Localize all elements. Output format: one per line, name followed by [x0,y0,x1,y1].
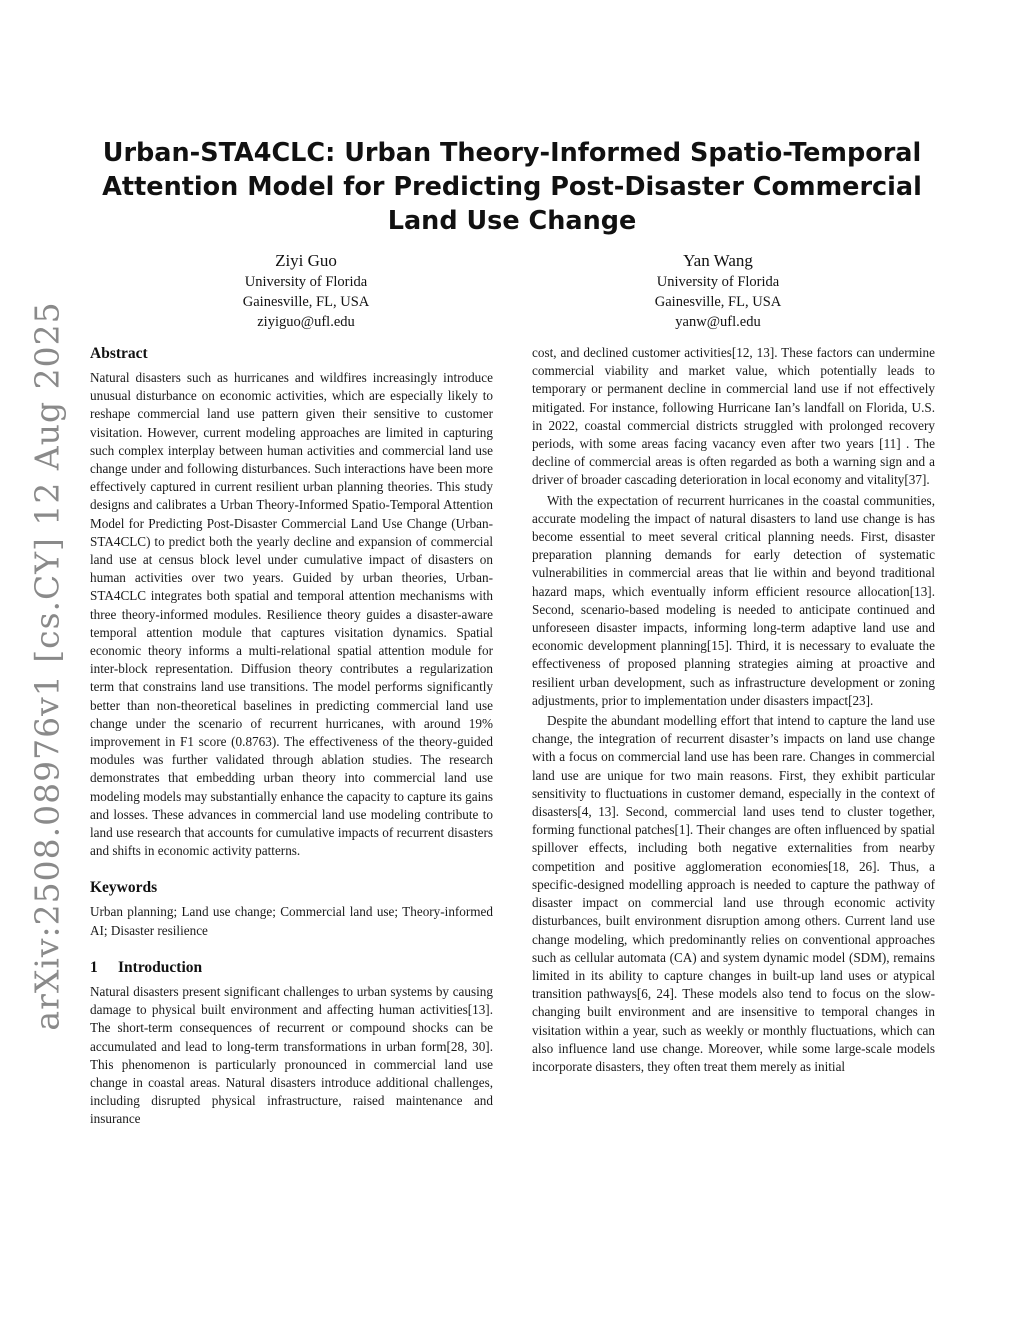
author-block [156,250,456,332]
author-location: Gainesville, FL, USA [242,294,370,310]
author-location: Gainesville, FL, USA [654,294,782,310]
author-email: ziyiguo@ufl.edu [257,314,355,330]
keywords-text: Urban planning; Land use change; Commercial land use; Theory-informed AI; Disaster resilience [90,904,493,938]
section-heading [90,958,493,978]
author-affiliation: University of Florida [244,274,368,290]
section-number: 1 [90,958,98,976]
author-block [568,250,868,332]
abstract-heading: Abstract [90,345,148,362]
left-column [90,344,493,1129]
author-affiliation: University of Florida [656,274,780,290]
body-paragraph: Natural disasters present significant challenges to urban systems by causing damage to physical built environment and affecting human activities[13]. The short-term consequences of recurrent or compound shocks can be accumulated and lead to long-term transformations in urban form[28, 30]. This phenomenon is particularly pronounced in commercial land use change in coastal areas. Natural disasters introduce additional challenges, including disrupted physical infrastructure, raised maintenance and insurance [90,983,493,1127]
abstract-text: Natural disasters such as hurricanes and wildfires increasingly introduce unusual disturbance on economic activities, which are especially likely to reshape commercial land use pattern given their sensitive to customer visitation. However, current modeling approaches are limited in capturing such complex interplay between human activities and commercial land use change under and following disturbances. Such interactions have been more effectively captured in current resilient urban planning theories. This study designs and calibrates a Urban Theory-Informed Spatio-Temporal Attention Model for Predicting Post-Disaster Commercial Land Use Change (Urban-STA4CLC) to predict both the yearly decline and expansion of commercial land use at census block level under cumulative impact of disasters on human activities over two years. Guided by urban theories, Urban-STA4CLC integrates both spatial and temporal attention mechanisms with three theory-informed modules. Resilience theory guides a disaster-aware temporal attention module that captures visitation dynamics. Spatial economic theory informs a multi-relational spatial attention module for inter-block representation. Diffusion theory contributes a regularization term that constrains land use transitions. The model performs significantly better than non-theoretical baselines in predicting commercial land use change under the scenario of recurrent hurricanes, with around 19% improvement in F1 score (0.8763). The effectiveness of the theory-guided modules was further validated through ablation studies. The research demonstrates that embedding urban theory into commercial land use modeling models may substantially enhance the capacity to capture its gains and losses. These advances in commercial land use modeling contribute to land use research that accounts for cumulative impacts of recurrent disasters and shifts in economic activity patterns. [90,370,493,859]
arxiv-identifier-stamp: arXiv:2508.08976v1 [cs.CY] 12 Aug 2025 [27,301,67,1031]
section-title: Introduction [118,958,203,976]
body-paragraph: cost, and declined customer activities[12, 13]. These factors can undermine commercial viability and market value, which potentially leads to temporary or permanent decline in commercial land use if not effectively mitigated. For instance, following Hurricane Ian’s landfall on Florida, U.S. in 2022, coastal commercial districts struggled with prolonged recovery periods, with some areas facing vacancy even after two years [11] . The decline of commercial areas is often regarded as both a warning sign and a driver of broader cascading deterioration in local economy and vitality[37]. [532,345,935,488]
right-column [532,344,935,1076]
keywords-heading: Keywords [90,879,158,897]
paper-title: Urban-STA4CLC: Urban Theory-Informed Spatio-Temporal Attention Model for Predicting Post-Disaster Commercial Land Use Change [102,138,922,236]
body-paragraph: With the expectation of recurrent hurricanes in the coastal communities, accurate modeling the impact of natural disasters to land use change is has become essential to meet several critical planning needs. First, disaster preparation planning demands for early detection of systematic vulnerabilities in commercial areas that lie within and beyond traditional hazard maps, which eventually inform efficient resource allocation[13]. Second, scenario-based modeling is needed to anticipate continued and unforeseen disaster impacts, informing long-term adaptive land use and economic development planning[15]. Third, it is necessary to evaluate the effectiveness of proposed planning strategies aiming at proactive and resilient urban development, such as infrastructure development or zoning adjustments, prior to implementation under disasters impact[23]. [532,492,935,708]
author-name: Yan Wang [683,251,753,270]
author-name: Ziyi Guo [275,251,337,270]
body-paragraph: Despite the abundant modelling effort that intend to capture the land use change, the integration of recurrent disaster’s impacts on land use change with a focus on commercial land use has been rare. Changes in commercial land use are unique for two main reasons. First, they exhibit particular sensitivity to fluctuations in customer demand, especially in the context of disasters[4, 13]. Second, commercial land uses tend to cluster together, forming functional patches[1]. Their changes are often influenced by spatial spillover effects, including both negative externalities from nearby competition and positive agglomeration economies[18, 26]. Thus, a specific-designed modelling approach is needed to capture the pathway of disaster impact on commercial land use through economic activity disturbances, built environment disruption among others. Current land use change modeling, which predominantly relies on conventional approaches such as cellular automata (CA) and system dynamic model (SDM), remains limited in its ability to capture changes in built-up land uses or atypical transition pathways[6, 24]. These models also tend to focus on the slow-changing built environment and are insensitive to temporal changes in visitation within a year, such as weekly or monthly fluctuations, which can also influence land use change. Moreover, while some large-scale models incorporate disasters, they often treat them merely as initial [532,713,935,1074]
author-email: yanw@ufl.edu [675,314,761,330]
